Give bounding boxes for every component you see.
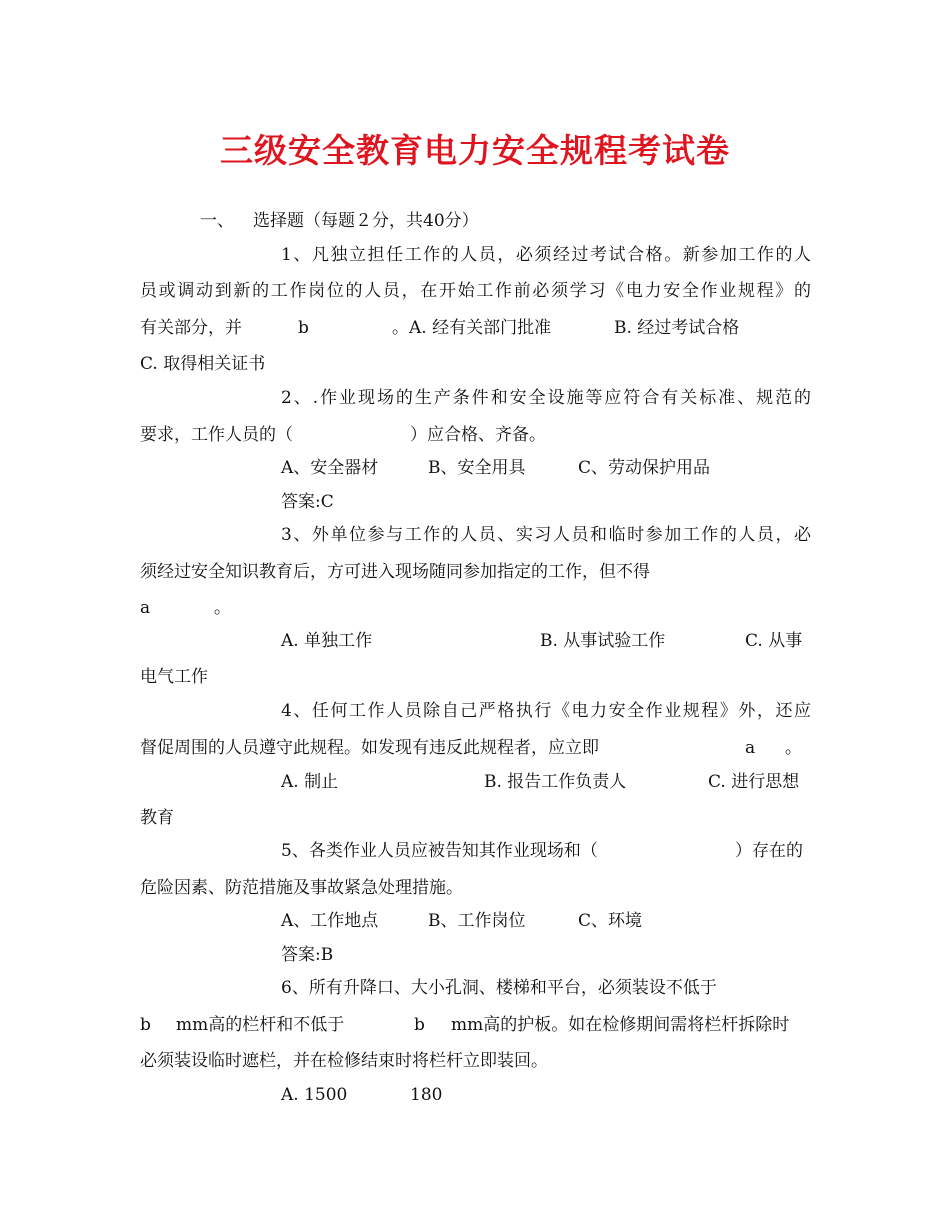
q3-line-3b: 。 [214, 598, 231, 618]
q6-blank-answer-2: b [414, 1015, 425, 1035]
q1-option-a: 。A. 经有关部门批准 [392, 318, 552, 338]
q6-line-2d: mm高的护板。如在检修期间需将栏杆拆除时 [451, 1015, 790, 1035]
q1-line-2: 员或调动到新的工作岗位的人员，在开始工作前必须学习《电力安全作业规程》的 [140, 281, 811, 301]
page-title: 三级安全教育电力安全规程考试卷 [220, 131, 730, 170]
q4-line-1: 4、任何工作人员除自己严格执行《电力安全作业规程》外，还应 [281, 701, 811, 721]
q5-answer: 答案:B [281, 945, 334, 965]
q4-option-b: B. 报告工作负责人 [484, 772, 627, 792]
q1-line-3a: 有关部分，并 [140, 318, 242, 338]
q1-option-c: C. 取得相关证书 [140, 354, 266, 374]
q3-option-c-cont: 电气工作 [140, 667, 208, 687]
q5-line-1b: ）存在的 [735, 841, 803, 861]
q4-line-2c: 。 [785, 738, 802, 758]
q2-line-2b: ）应合格、齐备。 [410, 425, 546, 445]
q2-option-b: B、安全用具 [428, 458, 526, 478]
q4-option-c: C. 进行思想 [708, 772, 800, 792]
q5-line-2: 危险因素、防范措施及事故紧急处理措施。 [140, 878, 463, 898]
q5-option-a: A、工作地点 [281, 911, 379, 931]
q4-line-2a: 督促周围的人员遵守此规程。如发现有违反此规程者，应立即 [140, 738, 599, 758]
q1-line-1: 1、凡独立担任工作的人员，必须经过考试合格。新参加工作的人 [281, 245, 811, 265]
q3-option-c: C. 从事 [745, 631, 803, 651]
q5-line-1a: 5、各类作业人员应被告知其作业现场和（ [281, 841, 598, 861]
q6-option-a-value-1: A. 1500 [281, 1085, 348, 1105]
q6-line-2b: mm高的栏杆和不低于 [176, 1015, 345, 1035]
q6-option-a-value-2: 180 [410, 1085, 443, 1105]
q1-option-b: B. 经过考试合格 [614, 318, 740, 338]
q5-option-b: B、工作岗位 [428, 911, 526, 931]
q5-option-c: C、环境 [578, 911, 643, 931]
q6-line-3: 必须装设临时遮栏，并在检修结束时将栏杆立即装回。 [140, 1051, 548, 1071]
q3-option-a: A. 单独工作 [281, 631, 373, 651]
q2-line-1: 2、.作业现场的生产条件和安全设施等应符合有关标准、规范的 [281, 388, 811, 408]
q3-option-b: B. 从事试验工作 [540, 631, 666, 651]
q6-blank-answer-1: b [140, 1015, 151, 1035]
q4-option-a: A. 制止 [281, 772, 339, 792]
q6-line-1: 6、所有升降口、大小孔洞、楼梯和平台，必须装设不低于 [281, 978, 717, 998]
q3-blank-answer: a [140, 598, 151, 618]
q2-line-2a: 要求，工作人员的（ [140, 425, 293, 445]
q2-answer: 答案:C [281, 492, 334, 512]
q2-option-c: C、劳动保护用品 [578, 458, 711, 478]
q3-line-2: 须经过安全知识教育后，方可进入现场随同参加指定的工作，但不得 [140, 562, 650, 582]
q3-line-1: 3、外单位参与工作的人员、实习人员和临时参加工作的人员，必 [281, 525, 811, 545]
q4-blank-answer: a [745, 738, 756, 758]
q4-option-c-cont: 教育 [140, 808, 174, 828]
q1-blank-answer: b [298, 318, 309, 338]
q2-option-a: A、安全器材 [281, 458, 379, 478]
section-heading: 选择题（每题２分，共40分） [253, 211, 479, 231]
section-number: 一、 [200, 211, 234, 231]
